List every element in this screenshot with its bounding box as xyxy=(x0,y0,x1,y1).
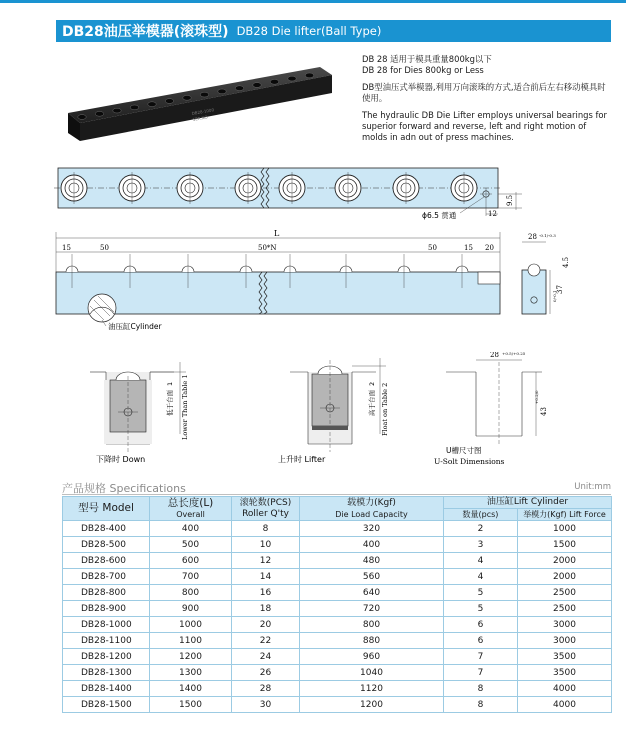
down-side-cn: 低于台面 xyxy=(166,390,174,416)
table-row xyxy=(63,585,612,601)
table-cell: 8 xyxy=(444,681,518,697)
table-row xyxy=(63,681,612,697)
table-cell: 1100 xyxy=(150,633,232,649)
table-cell: 8 xyxy=(232,521,300,537)
table-cell: 1200 xyxy=(150,649,232,665)
photo-roller xyxy=(78,115,86,120)
th-overall-cn: 总长度(L) xyxy=(167,496,214,509)
photo-roller xyxy=(200,92,208,97)
table-cell: 4000 xyxy=(518,697,612,713)
photo-roller xyxy=(130,105,138,110)
th-overall xyxy=(150,497,232,521)
table-cell: 560 xyxy=(300,569,444,585)
photo-roller xyxy=(183,95,191,100)
photo-print-1: DB28-1000 xyxy=(191,107,215,116)
table-cell: 28 xyxy=(232,681,300,697)
table-cell: 640 xyxy=(300,585,444,601)
photo-roller xyxy=(148,102,156,107)
table-cell: 1400 xyxy=(150,681,232,697)
table-row xyxy=(63,537,612,553)
table-row xyxy=(63,697,612,713)
table-cell: 1300 xyxy=(150,665,232,681)
th-load-cn: 载模力(Kgf) xyxy=(347,497,396,508)
section-views xyxy=(90,352,550,470)
desc-line-1: DB 28 适用于模具重量800kg以下 xyxy=(362,54,492,64)
table-cell: DB28-1300 xyxy=(63,665,150,681)
table-cell: 24 xyxy=(232,649,300,665)
table-cell: DB28-800 xyxy=(63,585,150,601)
th-overall-en: Overall xyxy=(176,509,205,519)
table-cell: 10 xyxy=(232,537,300,553)
table-cell: 3000 xyxy=(518,617,612,633)
end-top: 4.5 xyxy=(562,256,570,268)
title-banner xyxy=(56,20,611,42)
table-row xyxy=(63,617,612,633)
table-cell: 960 xyxy=(300,649,444,665)
th-roller xyxy=(232,497,300,521)
table-row xyxy=(63,569,612,585)
dim-50N: 50*N xyxy=(258,244,277,252)
description xyxy=(362,54,612,143)
th-cylinder: 油压缸Lift Cylinder xyxy=(444,497,612,509)
table-row xyxy=(63,665,612,681)
table-cell: 1000 xyxy=(518,521,612,537)
photo-roller xyxy=(270,79,278,84)
cylinder-label: 油压缸Cylinder xyxy=(108,322,162,331)
hole-label: ϕ6.5 贯通 xyxy=(422,211,457,220)
table-cell: 3000 xyxy=(518,633,612,649)
table-cell: 7 xyxy=(444,649,518,665)
table-cell: 4 xyxy=(444,553,518,569)
table-cell: 3 xyxy=(444,537,518,553)
table-cell: DB28-1500 xyxy=(63,697,150,713)
table-cell: 4 xyxy=(444,569,518,585)
end-width: 28 xyxy=(528,233,537,241)
th-cyl-qty: 数量(pcs) xyxy=(444,509,518,521)
table-cell: DB28-700 xyxy=(63,569,150,585)
table-cell: DB28-1100 xyxy=(63,633,150,649)
table-cell: 3500 xyxy=(518,649,612,665)
photo-roller xyxy=(165,99,173,104)
desc-line-4: The hydraulic DB Die Lifter employs universal bearings for superior forward and reverse, left and right motion of molds in adn out of press machines. xyxy=(362,110,607,142)
product-photo xyxy=(62,55,352,155)
table-cell: 2000 xyxy=(518,553,612,569)
photo-roller xyxy=(288,76,296,81)
down-side-en: Lower Than Table 1 xyxy=(181,374,189,440)
table-cell: DB28-1000 xyxy=(63,617,150,633)
dim-9-5: 9.5 xyxy=(506,194,514,206)
table-cell: 1500 xyxy=(518,537,612,553)
table-cell: 400 xyxy=(150,521,232,537)
table-cell: 600 xyxy=(150,553,232,569)
dim-50-left: 50 xyxy=(100,244,109,252)
th-roller-en: Roller Q'ty xyxy=(242,508,289,519)
table-cell: DB28-1200 xyxy=(63,649,150,665)
table-cell: 500 xyxy=(150,537,232,553)
table-cell: 18 xyxy=(232,601,300,617)
uslot-width-tol: +0.5/+0.25 xyxy=(502,352,526,356)
table-row xyxy=(63,601,612,617)
table-row xyxy=(63,553,612,569)
desc-line-3: DB型油压式举模器,利用万向滚珠的方式,适合前后左右移动模具时使用。 xyxy=(362,82,606,103)
th-roller-cn: 滚轮数(PCS) xyxy=(239,497,292,508)
table-row xyxy=(63,633,612,649)
table-cell: 1500 xyxy=(150,697,232,713)
photo-roller xyxy=(235,86,243,91)
table-cell: 480 xyxy=(300,553,444,569)
table-row xyxy=(63,649,612,665)
top-view-drawing xyxy=(50,164,530,222)
table-cell: 1000 xyxy=(150,617,232,633)
table-cell: 1120 xyxy=(300,681,444,697)
end-width-tol: -0.1/-0.3 xyxy=(539,233,556,238)
lifter-side-value: 2 xyxy=(368,381,376,386)
table-cell: 2500 xyxy=(518,585,612,601)
table-cell: 700 xyxy=(150,569,232,585)
table-cell: 20 xyxy=(232,617,300,633)
side-view-drawing xyxy=(48,228,588,332)
dim-50-right: 50 xyxy=(428,244,437,252)
uslot-label-cn: U槽尺寸图 xyxy=(446,446,482,455)
table-cell: DB28-400 xyxy=(63,521,150,537)
dim-20: 20 xyxy=(485,244,494,252)
table-cell: 22 xyxy=(232,633,300,649)
title-en: DB28 Die lifter(Ball Type) xyxy=(236,24,382,38)
table-cell: 900 xyxy=(150,601,232,617)
table-cell: 2 xyxy=(444,521,518,537)
table-cell: 1040 xyxy=(300,665,444,681)
spec-header xyxy=(62,480,611,495)
table-cell: 14 xyxy=(232,569,300,585)
table-cell: 8 xyxy=(444,697,518,713)
table-cell: 400 xyxy=(300,537,444,553)
end-height: 37 xyxy=(556,285,564,294)
table-cell: 800 xyxy=(300,617,444,633)
table-cell: 800 xyxy=(150,585,232,601)
table-cell: DB28-500 xyxy=(63,537,150,553)
spec-table xyxy=(62,496,612,713)
photo-roller xyxy=(113,108,121,113)
uslot-width: 28 xyxy=(490,352,499,359)
spec-unit: Unit:mm xyxy=(574,482,611,492)
title-cn: DB28油压举模器(滚珠型) xyxy=(62,24,229,40)
table-cell: 5 xyxy=(444,585,518,601)
lifter-side-en: Float on Table 2 xyxy=(381,382,389,436)
dim-L: L xyxy=(274,229,280,238)
down-label: 下降时 Down xyxy=(96,455,146,464)
spec-body xyxy=(63,521,612,713)
table-cell: 2000 xyxy=(518,569,612,585)
table-cell: 1200 xyxy=(300,697,444,713)
table-cell: 16 xyxy=(232,585,300,601)
th-model: 型号 Model xyxy=(63,497,150,521)
photo-roller xyxy=(253,83,261,88)
table-cell: DB28-600 xyxy=(63,553,150,569)
table-cell: 6 xyxy=(444,633,518,649)
spec-title: 产品规格 Specifications xyxy=(62,482,186,495)
table-row xyxy=(63,521,612,537)
down-side-value: 1 xyxy=(166,381,174,386)
end-height-tol: 0/-0.1 xyxy=(552,290,557,302)
uslot-depth: 43 xyxy=(540,407,548,416)
table-cell: 26 xyxy=(232,665,300,681)
table-cell: 3500 xyxy=(518,665,612,681)
dim-15-left: 15 xyxy=(62,244,71,252)
uslot-depth-tol: +0.2/0 xyxy=(534,390,539,404)
table-cell: 5 xyxy=(444,601,518,617)
table-cell: 30 xyxy=(232,697,300,713)
photo-roller xyxy=(305,73,313,78)
table-cell: 7 xyxy=(444,665,518,681)
table-cell: DB28-1400 xyxy=(63,681,150,697)
table-cell: 880 xyxy=(300,633,444,649)
photo-roller xyxy=(218,89,226,94)
table-cell: 320 xyxy=(300,521,444,537)
th-load xyxy=(300,497,444,521)
table-cell: 4000 xyxy=(518,681,612,697)
dim-12: 12 xyxy=(488,210,497,218)
top-accent-line xyxy=(0,0,626,3)
lifter-side-cn: 高于台面 xyxy=(368,390,376,416)
table-cell: DB28-900 xyxy=(63,601,150,617)
th-cyl-force: 举模力(Kgf) Lift Force xyxy=(518,509,612,521)
table-cell: 12 xyxy=(232,553,300,569)
lifter-label: 上升时 Lifter xyxy=(278,455,326,464)
table-cell: 2500 xyxy=(518,601,612,617)
dim-15-right: 15 xyxy=(464,244,473,252)
table-cell: 6 xyxy=(444,617,518,633)
table-cell: 720 xyxy=(300,601,444,617)
photo-roller xyxy=(95,111,103,116)
th-load-en: Die Load Capacity xyxy=(335,509,408,519)
photo-print-2: SER.NO xyxy=(192,114,209,122)
desc-line-2: DB 28 for Dies 800kg or Less xyxy=(362,65,484,75)
uslot-label-en: U-Solt Dimensions xyxy=(434,457,505,466)
